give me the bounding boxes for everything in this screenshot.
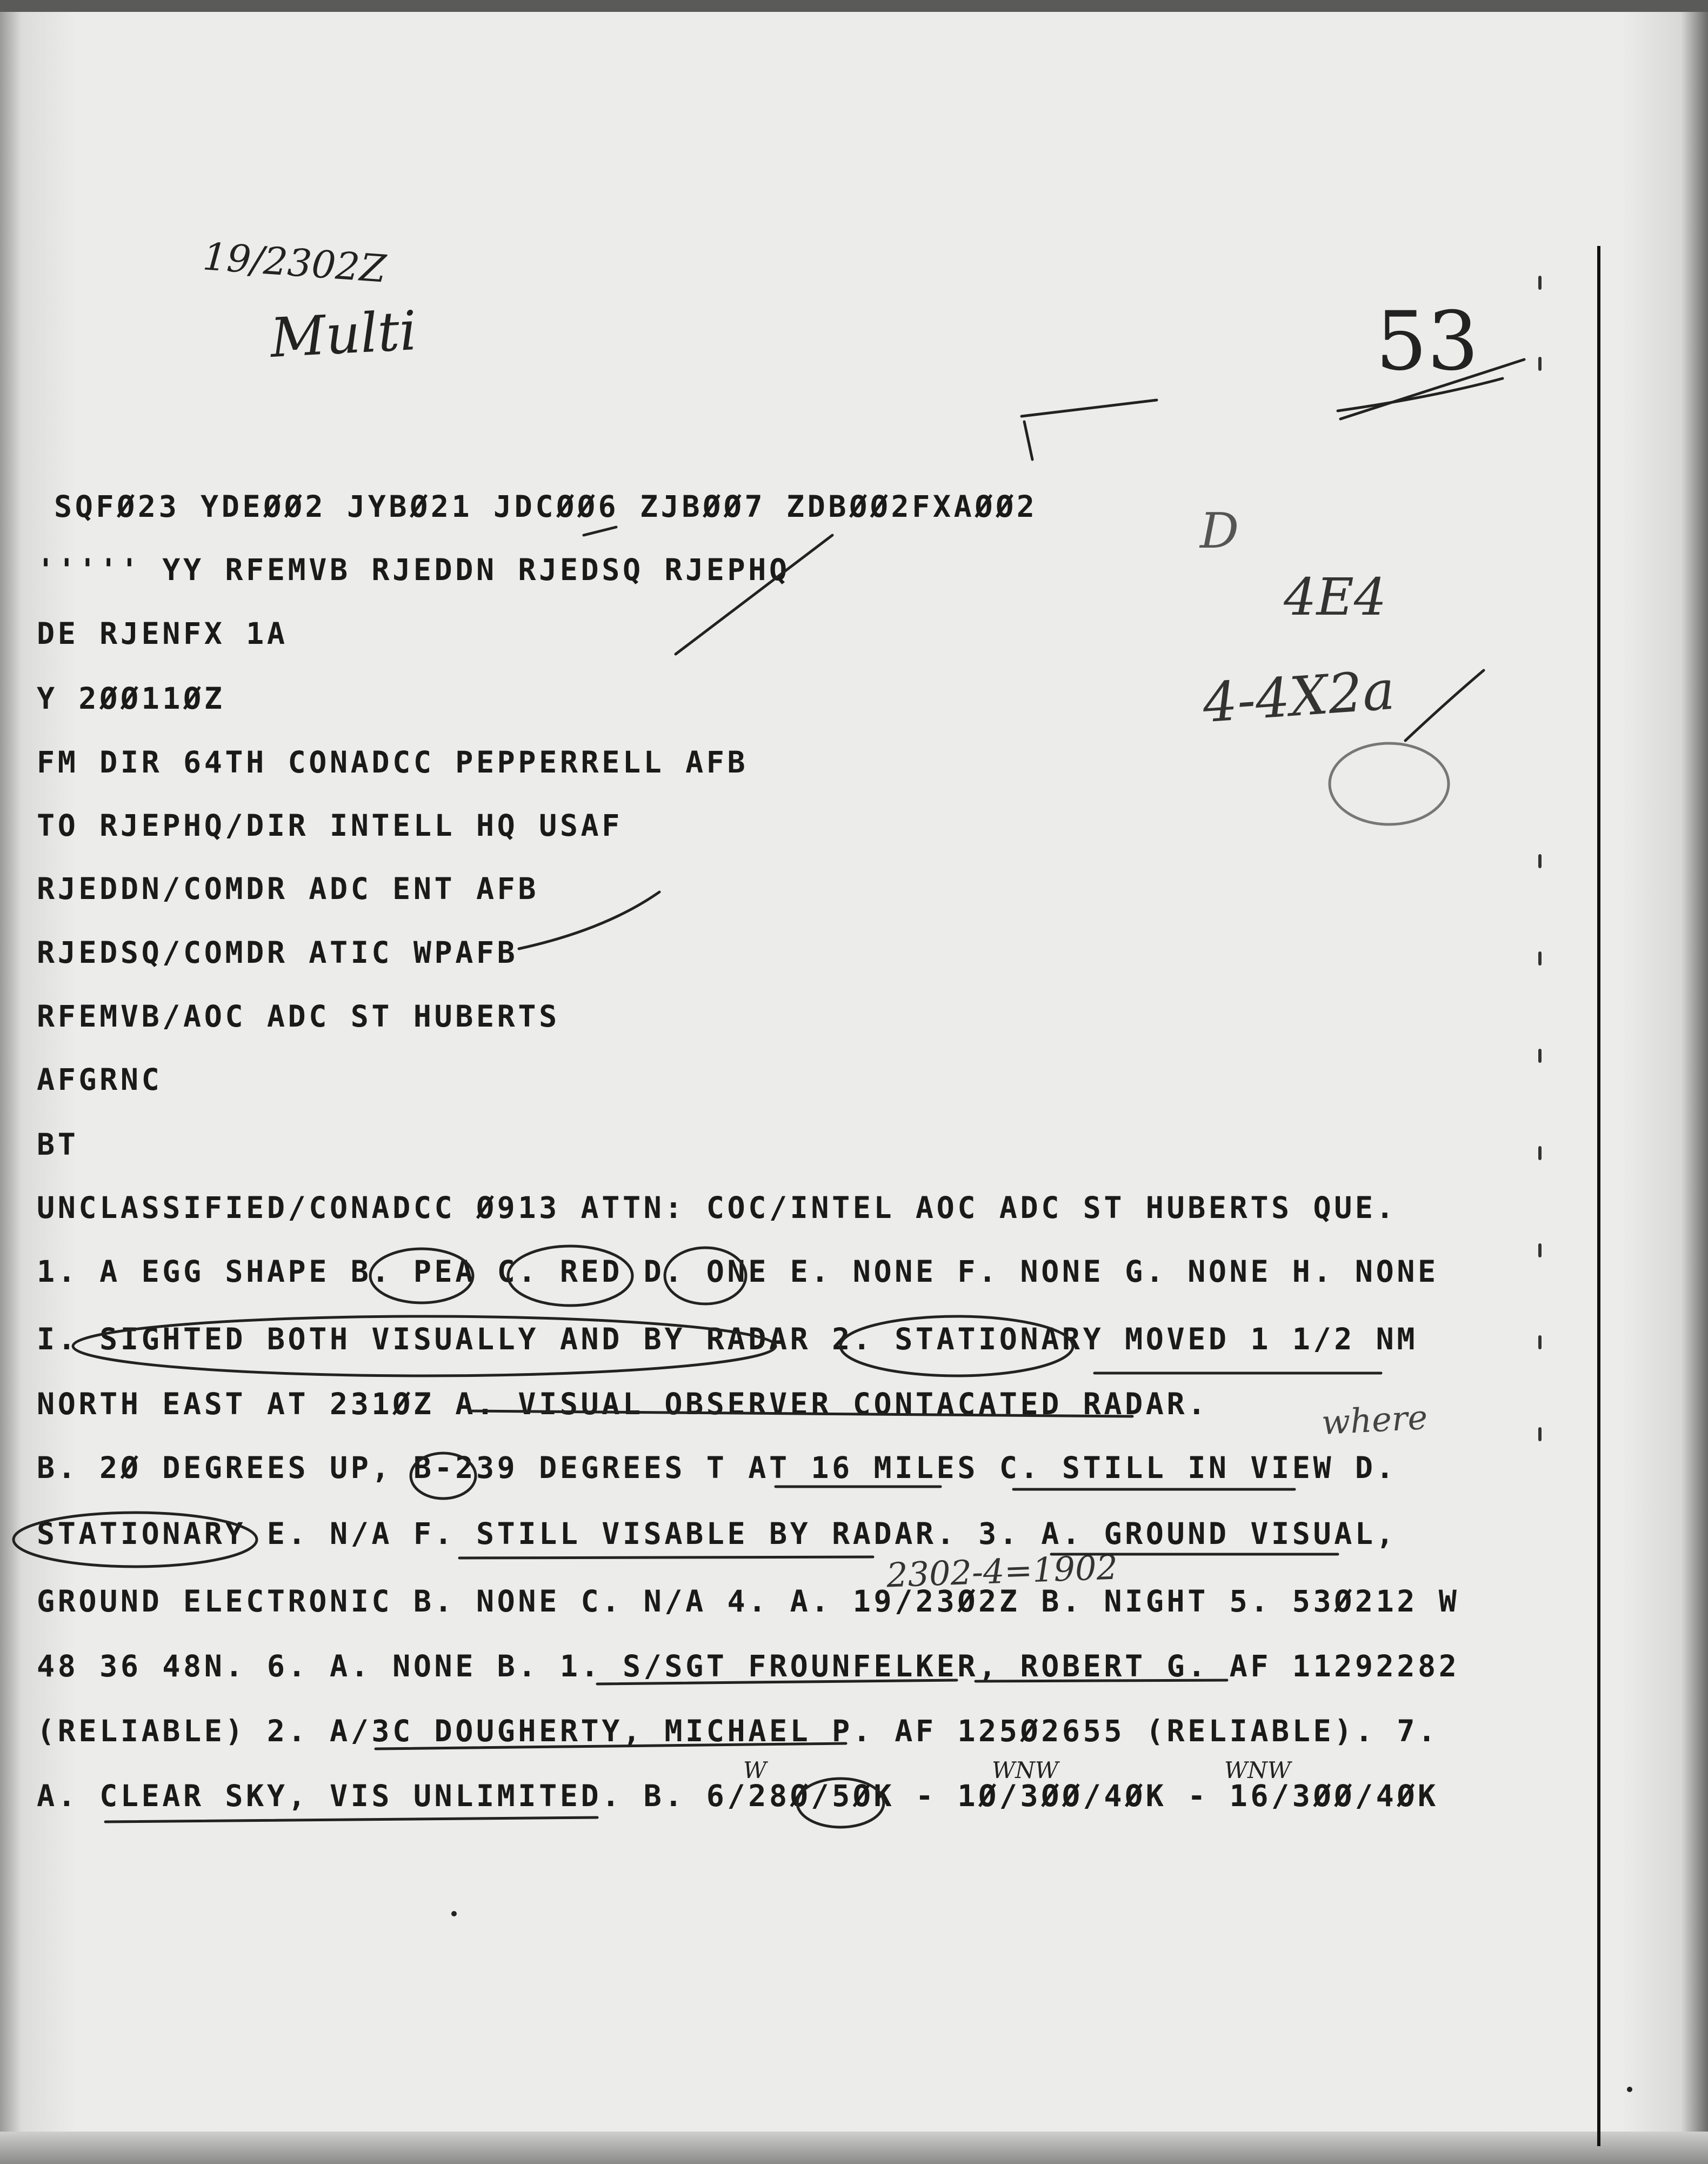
underline-mark [597, 1680, 957, 1684]
originator-station: DE RJENFX 1A [37, 616, 288, 651]
handwritten-margin-ref: 4-4X2a [1200, 658, 1397, 735]
underline-mark [459, 1557, 873, 1558]
underline-mark [105, 1817, 597, 1822]
message-body-line: 48 36 48N. 6. A. NONE B. 1. S/SGT FROUNFELKER, ROBERT G. AF 11292282 [37, 1649, 1460, 1683]
handwritten-wind-note: WNW [1224, 1757, 1291, 1783]
pen-stroke [1022, 400, 1157, 416]
circle-mark [411, 1453, 476, 1499]
underline-mark [470, 1411, 1132, 1416]
message-body-line: (RELIABLE) 2. A/3C DOUGHERTY, MICHAEL P. AF 125Ø2655 (RELIABLE). 7. [37, 1714, 1439, 1748]
underline-mark [976, 1680, 1227, 1681]
message-body-line: B. 2Ø DEGREES UP, B-239 DEGREES T AT 16 MILES C. STILL IN VIEW D. [37, 1450, 1397, 1485]
underline-mark [1340, 359, 1524, 419]
info-addressee: RFEMVB/AOC ADC ST HUBERTS [37, 999, 560, 1034]
circle-mark [665, 1248, 746, 1304]
pen-stroke [1405, 670, 1484, 741]
underline-mark [376, 1743, 846, 1749]
pen-stroke [519, 892, 659, 949]
circle-mark [73, 1316, 776, 1376]
circle-mark [370, 1249, 473, 1303]
message-body-line: GROUND ELECTRONIC B. NONE C. N/A 4. A. 19/23Ø2Z B. NIGHT 5. 53Ø212 W [37, 1584, 1460, 1619]
message-body-line: I. SIGHTED BOTH VISUALLY AND BY RADAR 2. STATIONARY MOVED 1 1/2 NM [37, 1322, 1418, 1356]
handwritten-wind-note: W [743, 1757, 767, 1783]
underline-mark [1338, 378, 1503, 411]
handwritten-date-time: 19/2302Z [201, 234, 388, 291]
circle-mark [508, 1246, 632, 1306]
circle-mark [840, 1316, 1073, 1376]
routing-indicators: ''''' YY RFEMVB RJEDDN RJEDSQ RJEPHQ [37, 552, 790, 587]
message-body-line: STATIONARY E. N/A F. STILL VISABLE BY RADAR. 3. A. GROUND VISUAL, [37, 1516, 1397, 1551]
message-body-line: 1. A EGG SHAPE B. PEA C. RED D. ONE E. NONE F. NONE G. NONE H. NONE [37, 1254, 1439, 1289]
routing-header: SQFØ23 YDEØØ2 JYBØ21 JDCØØ6 ZJBØØ7 ZDBØØ2FXAØØ2 [54, 489, 1038, 524]
message-body-line: UNCLASSIFIED/CONADCC Ø913 ATTN: COC/INTEL AOC ADC ST HUBERTS QUE. [37, 1190, 1397, 1225]
message-body-line: NORTH EAST AT 231ØZ A. VISUAL OBSERVER CONTACATED RADAR. [37, 1387, 1209, 1421]
classification-code: AFGRNC [37, 1062, 163, 1097]
break-marker: BT [37, 1127, 79, 1162]
pen-stroke [584, 527, 616, 535]
circle-mark [14, 1513, 257, 1567]
ink-speck [451, 1911, 457, 1916]
date-time-group: Y 2ØØ11ØZ [37, 681, 225, 716]
handwritten-time-conversion: 2302-4=1902 [885, 1547, 1119, 1595]
circle-mark [797, 1779, 884, 1827]
pen-stroke [676, 535, 832, 654]
handwritten-category: Multi [269, 298, 418, 370]
circle-mark [1330, 743, 1449, 824]
handwritten-direction-note: where [1320, 1397, 1429, 1443]
handwritten-page-number: 53 [1376, 295, 1479, 389]
message-body-line: A. CLEAR SKY, VIS UNLIMITED. B. 6/28Ø/5ØK - 1Ø/3ØØ/4ØK - 16/3ØØ/4ØK [37, 1779, 1439, 1813]
handwritten-wind-note: WNW [992, 1757, 1059, 1783]
info-addressee: RJEDSQ/COMDR ATIC WPAFB [37, 935, 518, 970]
info-addressee: RJEDDN/COMDR ADC ENT AFB [37, 871, 539, 906]
from-line: FM DIR 64TH CONADCC PEPPERRELL AFB [37, 745, 749, 780]
ink-speck [1627, 2087, 1632, 2092]
handwritten-margin-code: 4E4 [1284, 568, 1387, 627]
to-line: TO RJEPHQ/DIR INTELL HQ USAF [37, 808, 623, 843]
handwritten-margin-letter: D [1200, 503, 1239, 560]
pen-stroke [1024, 422, 1032, 460]
